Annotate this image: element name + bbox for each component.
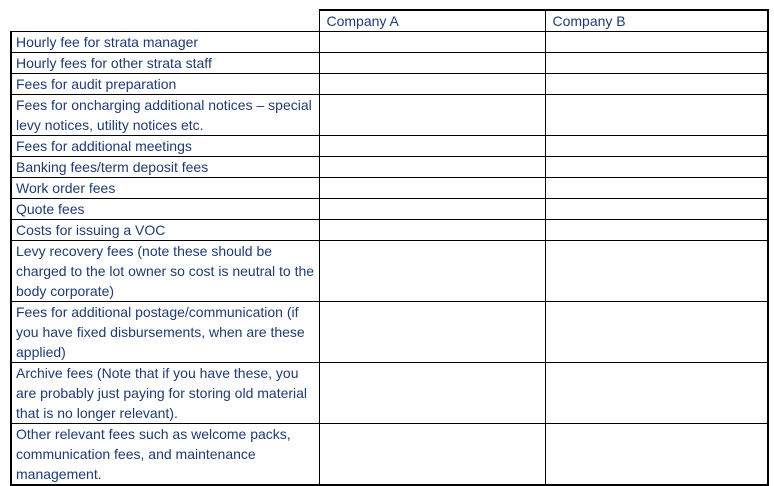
company-b-fee-cell[interactable] bbox=[545, 424, 768, 486]
company-b-fee-cell[interactable] bbox=[545, 220, 768, 241]
fee-label-cell: Fees for audit preparation bbox=[11, 74, 319, 95]
table-row bbox=[11, 74, 768, 95]
fee-label-cell: Fees for additional meetings bbox=[11, 136, 319, 157]
company-b-fee-cell[interactable] bbox=[545, 95, 768, 136]
company-a-fee-cell[interactable] bbox=[319, 32, 545, 53]
table-row bbox=[11, 53, 768, 74]
company-b-fee-cell[interactable] bbox=[545, 157, 768, 178]
company-b-fee-cell[interactable] bbox=[545, 32, 768, 53]
fee-label-cell: Archive fees (Note that if you have these, you are probably just paying for storing old material that is no longer relevant). bbox=[11, 363, 319, 424]
company-a-fee-cell[interactable] bbox=[319, 199, 545, 220]
header-corner-cell bbox=[11, 10, 319, 32]
fee-label-cell: Fees for oncharging additional notices – special levy notices, utility notices etc. bbox=[11, 95, 319, 136]
fee-label-cell: Banking fees/term deposit fees bbox=[11, 157, 319, 178]
table-row bbox=[11, 424, 768, 486]
table-row bbox=[11, 136, 768, 157]
company-a-fee-cell[interactable] bbox=[319, 220, 545, 241]
fee-label-cell: Other relevant fees such as welcome packs, communication fees, and maintenance management. bbox=[11, 424, 319, 486]
table-row bbox=[11, 178, 768, 199]
company-b-fee-cell[interactable] bbox=[545, 178, 768, 199]
column-header-company-a: Company A bbox=[319, 10, 545, 32]
table-row bbox=[11, 157, 768, 178]
header-row bbox=[11, 10, 768, 32]
company-a-fee-cell[interactable] bbox=[319, 178, 545, 199]
column-header-company-b: Company B bbox=[545, 10, 768, 32]
company-b-fee-cell[interactable] bbox=[545, 199, 768, 220]
table-row bbox=[11, 363, 768, 424]
table-row bbox=[11, 95, 768, 136]
company-b-fee-cell[interactable] bbox=[545, 363, 768, 424]
company-b-fee-cell[interactable] bbox=[545, 302, 768, 363]
fee-label-cell: Hourly fees for other strata staff bbox=[11, 53, 319, 74]
company-a-fee-cell[interactable] bbox=[319, 157, 545, 178]
fee-label-cell: Work order fees bbox=[11, 178, 319, 199]
company-a-fee-cell[interactable] bbox=[319, 424, 545, 486]
fee-label-cell: Fees for additional postage/communication (if you have fixed disbursements, when are these applied) bbox=[11, 302, 319, 363]
company-a-fee-cell[interactable] bbox=[319, 302, 545, 363]
fee-label-cell: Hourly fee for strata manager bbox=[11, 32, 319, 53]
table-row bbox=[11, 220, 768, 241]
company-b-fee-cell[interactable] bbox=[545, 241, 768, 302]
fee-comparison-table bbox=[10, 9, 769, 486]
fee-label-cell: Levy recovery fees (note these should be charged to the lot owner so cost is neutral to the body corporate) bbox=[11, 241, 319, 302]
company-a-fee-cell[interactable] bbox=[319, 136, 545, 157]
company-b-fee-cell[interactable] bbox=[545, 74, 768, 95]
table-row bbox=[11, 199, 768, 220]
company-b-fee-cell[interactable] bbox=[545, 136, 768, 157]
company-a-fee-cell[interactable] bbox=[319, 241, 545, 302]
table-row bbox=[11, 32, 768, 53]
company-a-fee-cell[interactable] bbox=[319, 363, 545, 424]
company-a-fee-cell[interactable] bbox=[319, 95, 545, 136]
company-a-fee-cell[interactable] bbox=[319, 74, 545, 95]
fee-label-cell: Quote fees bbox=[11, 199, 319, 220]
fee-label-cell: Costs for issuing a VOC bbox=[11, 220, 319, 241]
company-a-fee-cell[interactable] bbox=[319, 53, 545, 74]
company-b-fee-cell[interactable] bbox=[545, 53, 768, 74]
table-row bbox=[11, 302, 768, 363]
table-row bbox=[11, 241, 768, 302]
